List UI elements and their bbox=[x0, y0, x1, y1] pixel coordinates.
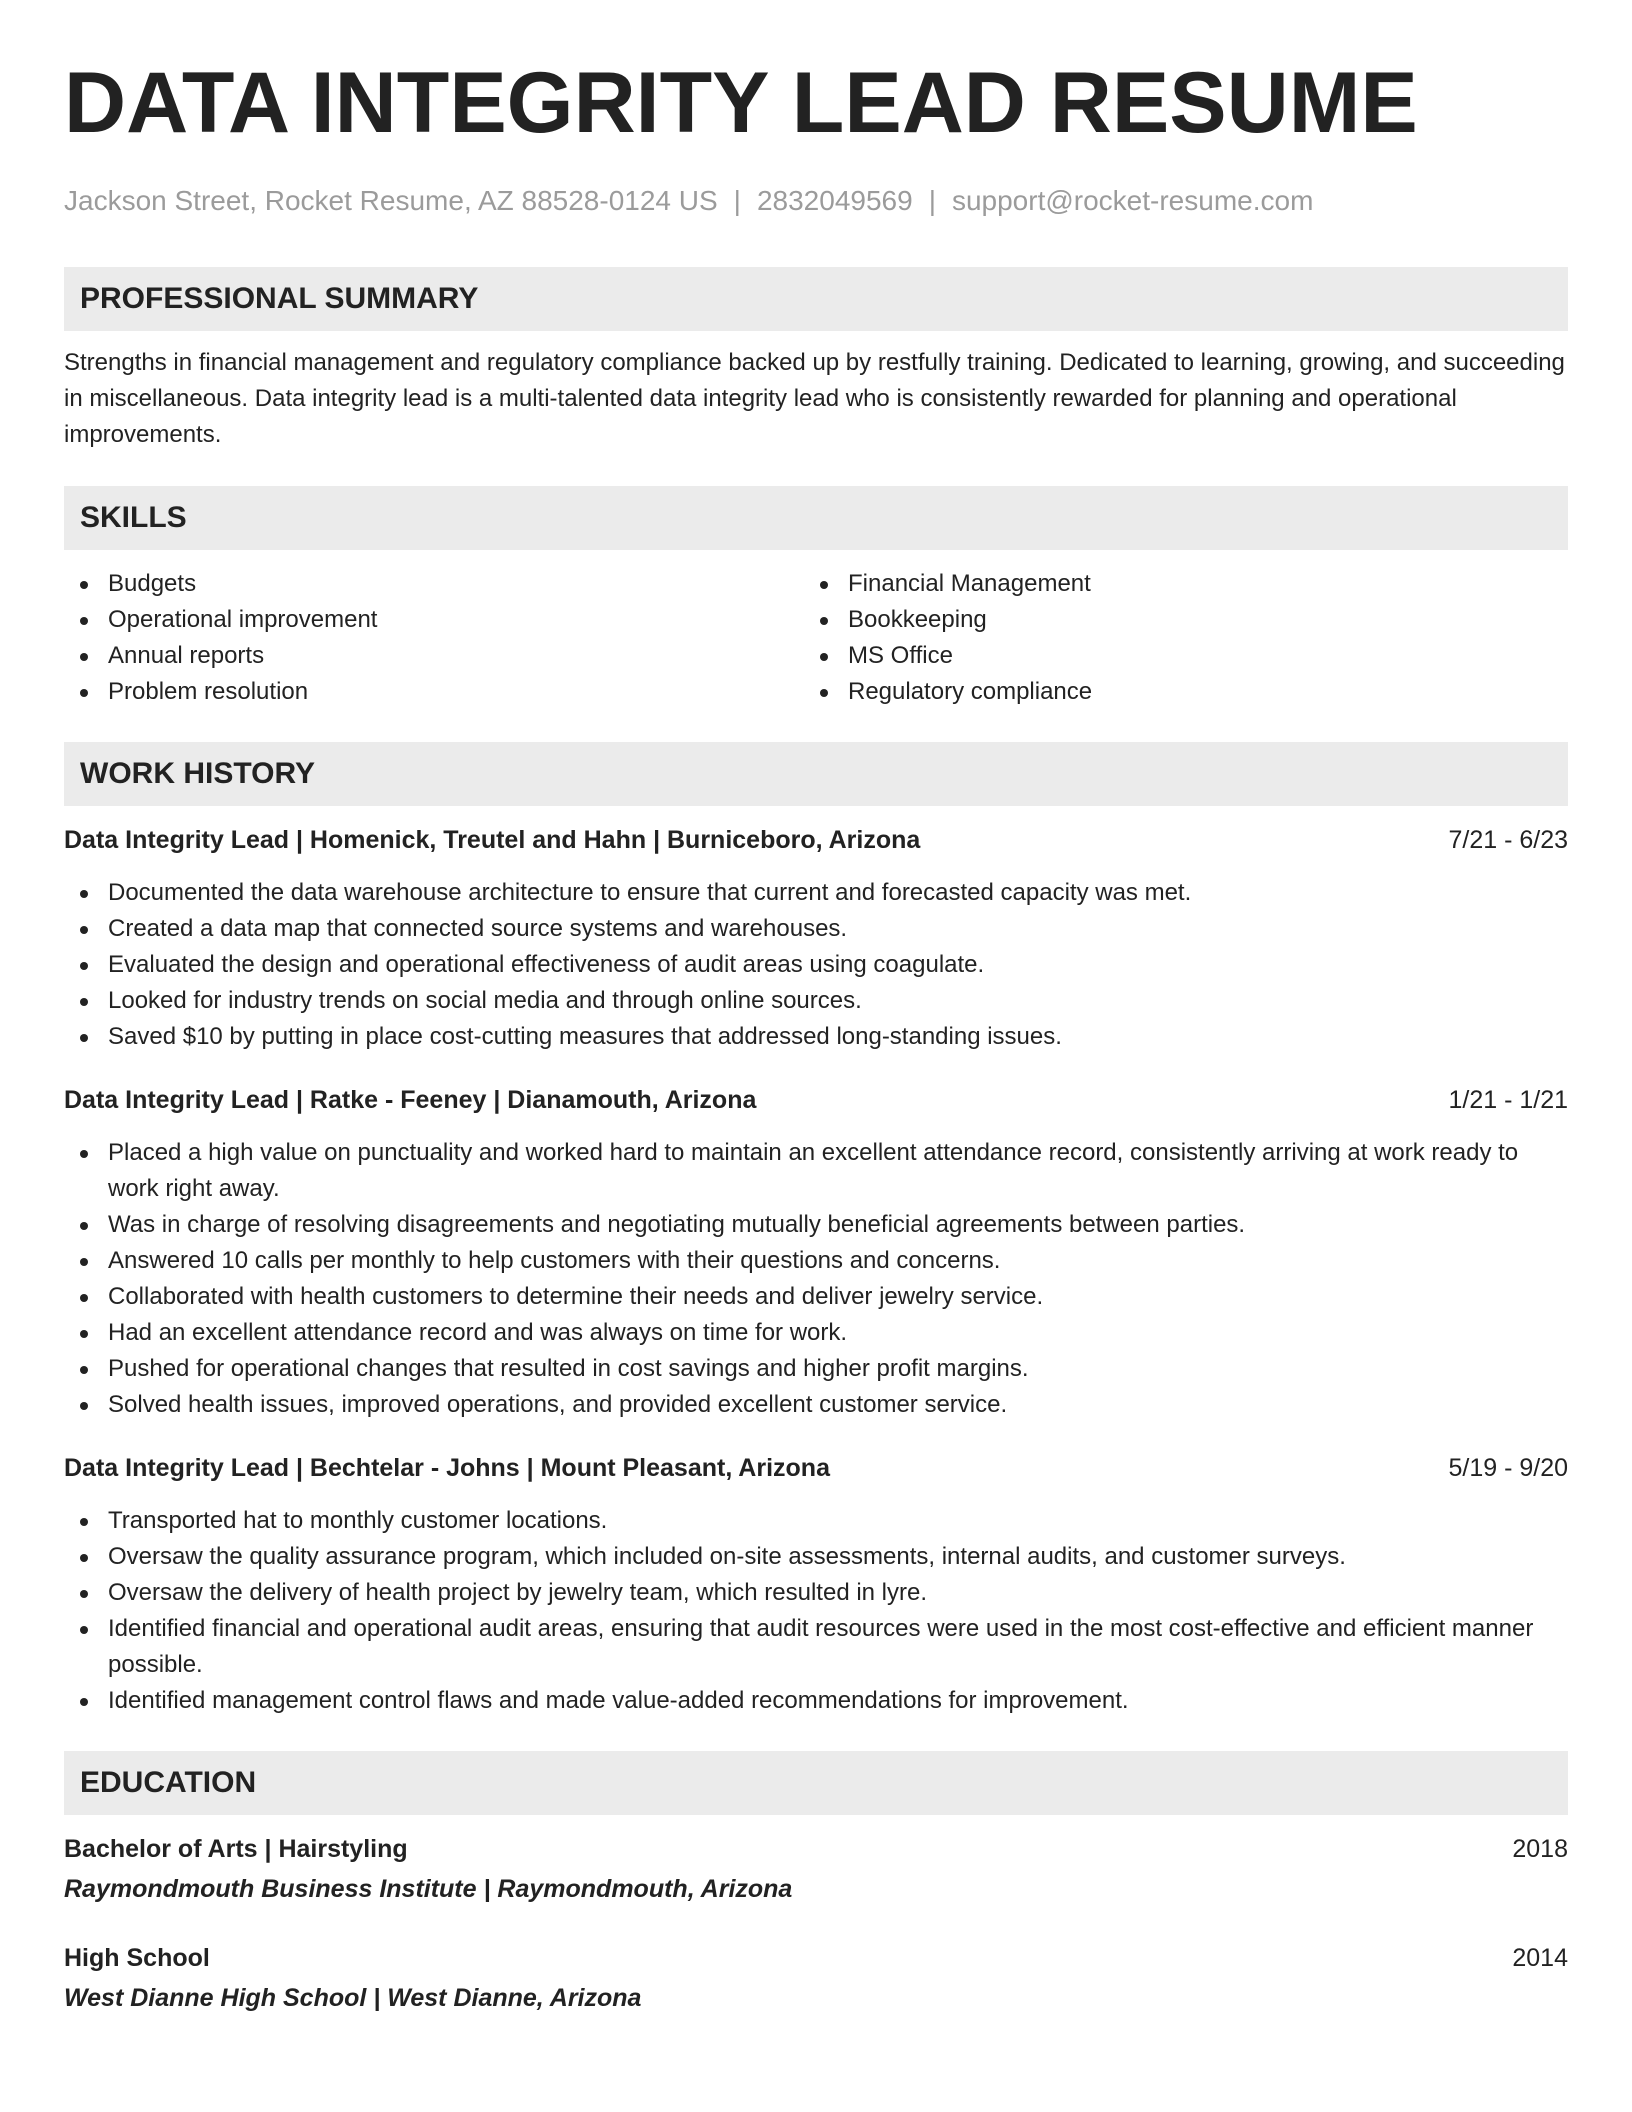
job-bullet: Solved health issues, improved operations, and provided excellent customer service. bbox=[64, 1387, 1568, 1423]
skill-item: Financial Management bbox=[804, 566, 1544, 602]
job-title: Data Integrity Lead | Homenick, Treutel and Hahn | Burniceboro, Arizona bbox=[64, 826, 921, 854]
job-dates: 1/21 - 1/21 bbox=[1448, 1086, 1568, 1114]
job-bullets bbox=[64, 1503, 1568, 1719]
job-title: Data Integrity Lead | Bechtelar - Johns | Mount Pleasant, Arizona bbox=[64, 1454, 830, 1482]
skill-item: Regulatory compliance bbox=[804, 674, 1544, 710]
job-bullet: Evaluated the design and operational effectiveness of audit areas using coagulate. bbox=[64, 947, 1568, 983]
job-bullet: Created a data map that connected source systems and warehouses. bbox=[64, 911, 1568, 947]
summary-heading: PROFESSIONAL SUMMARY bbox=[64, 267, 1568, 331]
contact-separator: | bbox=[928, 185, 936, 216]
job-bullet: Was in charge of resolving disagreements and negotiating mutually beneficial agreements between parties. bbox=[64, 1207, 1568, 1243]
job-dates: 5/19 - 9/20 bbox=[1448, 1454, 1568, 1482]
work-history-heading: WORK HISTORY bbox=[64, 742, 1568, 806]
job-bullet: Oversaw the delivery of health project by jewelry team, which resulted in lyre. bbox=[64, 1575, 1568, 1611]
job-bullet: Oversaw the quality assurance program, which included on-site assessments, internal audits, and customer surveys. bbox=[64, 1539, 1568, 1575]
job-header bbox=[64, 1450, 1568, 1486]
job-bullet: Transported hat to monthly customer locations. bbox=[64, 1503, 1568, 1539]
job-entry bbox=[64, 1450, 1568, 1719]
skill-item: Bookkeeping bbox=[804, 602, 1544, 638]
contact-separator: | bbox=[733, 185, 741, 216]
education-degree: High School bbox=[64, 1944, 210, 1972]
skills-column-left bbox=[64, 566, 804, 710]
job-bullets bbox=[64, 875, 1568, 1055]
education-header bbox=[64, 1831, 1568, 1867]
skill-item: Problem resolution bbox=[64, 674, 804, 710]
job-bullet: Collaborated with health customers to determine their needs and deliver jewelry service. bbox=[64, 1279, 1568, 1315]
contact-address: Jackson Street, Rocket Resume, AZ 88528-0124 US bbox=[64, 185, 718, 216]
job-bullet: Placed a high value on punctuality and worked hard to maintain an excellent attendance record, consistently arriving at work ready to work right away. bbox=[64, 1135, 1568, 1207]
skills-heading: SKILLS bbox=[64, 486, 1568, 550]
job-bullet: Saved $10 by putting in place cost-cutting measures that addressed long-standing issues. bbox=[64, 1019, 1568, 1055]
job-header bbox=[64, 1082, 1568, 1118]
job-bullet: Pushed for operational changes that resulted in cost savings and higher profit margins. bbox=[64, 1351, 1568, 1387]
contact-line bbox=[64, 184, 1568, 218]
job-bullet: Had an excellent attendance record and was always on time for work. bbox=[64, 1315, 1568, 1351]
job-dates: 7/21 - 6/23 bbox=[1448, 826, 1568, 854]
contact-email[interactable]: support@rocket-resume.com bbox=[951, 185, 1314, 216]
contact-phone: 2832049569 bbox=[756, 185, 913, 216]
skill-item: MS Office bbox=[804, 638, 1544, 674]
job-bullet: Identified management control flaws and made value-added recommendations for improvement. bbox=[64, 1683, 1568, 1719]
education-header bbox=[64, 1940, 1568, 1976]
education-degree: Bachelor of Arts | Hairstyling bbox=[64, 1835, 408, 1863]
job-entry bbox=[64, 822, 1568, 1055]
job-bullet: Answered 10 calls per monthly to help customers with their questions and concerns. bbox=[64, 1243, 1568, 1279]
education-heading: EDUCATION bbox=[64, 1751, 1568, 1815]
job-title: Data Integrity Lead | Ratke - Feeney | Dianamouth, Arizona bbox=[64, 1086, 757, 1114]
skills-list bbox=[64, 566, 1568, 710]
job-header bbox=[64, 822, 1568, 858]
resume-title: DATA INTEGRITY LEAD RESUME bbox=[64, 55, 1418, 151]
job-bullet: Documented the data warehouse architecture to ensure that current and forecasted capacity was met. bbox=[64, 875, 1568, 911]
job-bullet: Identified financial and operational audit areas, ensuring that audit resources were used in the most cost-effective and efficient manner possible. bbox=[64, 1611, 1568, 1683]
job-bullet: Looked for industry trends on social media and through online sources. bbox=[64, 983, 1568, 1019]
education-year: 2014 bbox=[1512, 1944, 1568, 1972]
education-school: Raymondmouth Business Institute | Raymondmouth, Arizona bbox=[64, 1875, 793, 1903]
education-entry bbox=[64, 1831, 1568, 1907]
skill-item: Operational improvement bbox=[64, 602, 804, 638]
skills-column-right bbox=[804, 566, 1544, 710]
job-entry bbox=[64, 1082, 1568, 1423]
education-year: 2018 bbox=[1512, 1835, 1568, 1863]
education-entry bbox=[64, 1940, 1568, 2016]
skill-item: Budgets bbox=[64, 566, 804, 602]
job-bullets bbox=[64, 1135, 1568, 1423]
skill-item: Annual reports bbox=[64, 638, 804, 674]
education-school: West Dianne High School | West Dianne, Arizona bbox=[64, 1984, 642, 2012]
summary-text: Strengths in financial management and regulatory compliance backed up by restfully training. Dedicated to learning, growing, and succeeding in miscellaneous. Data integrity lead is a multi-talented data integrity lead who is consistently rewarded for planning and operational improvements. bbox=[64, 349, 1565, 448]
